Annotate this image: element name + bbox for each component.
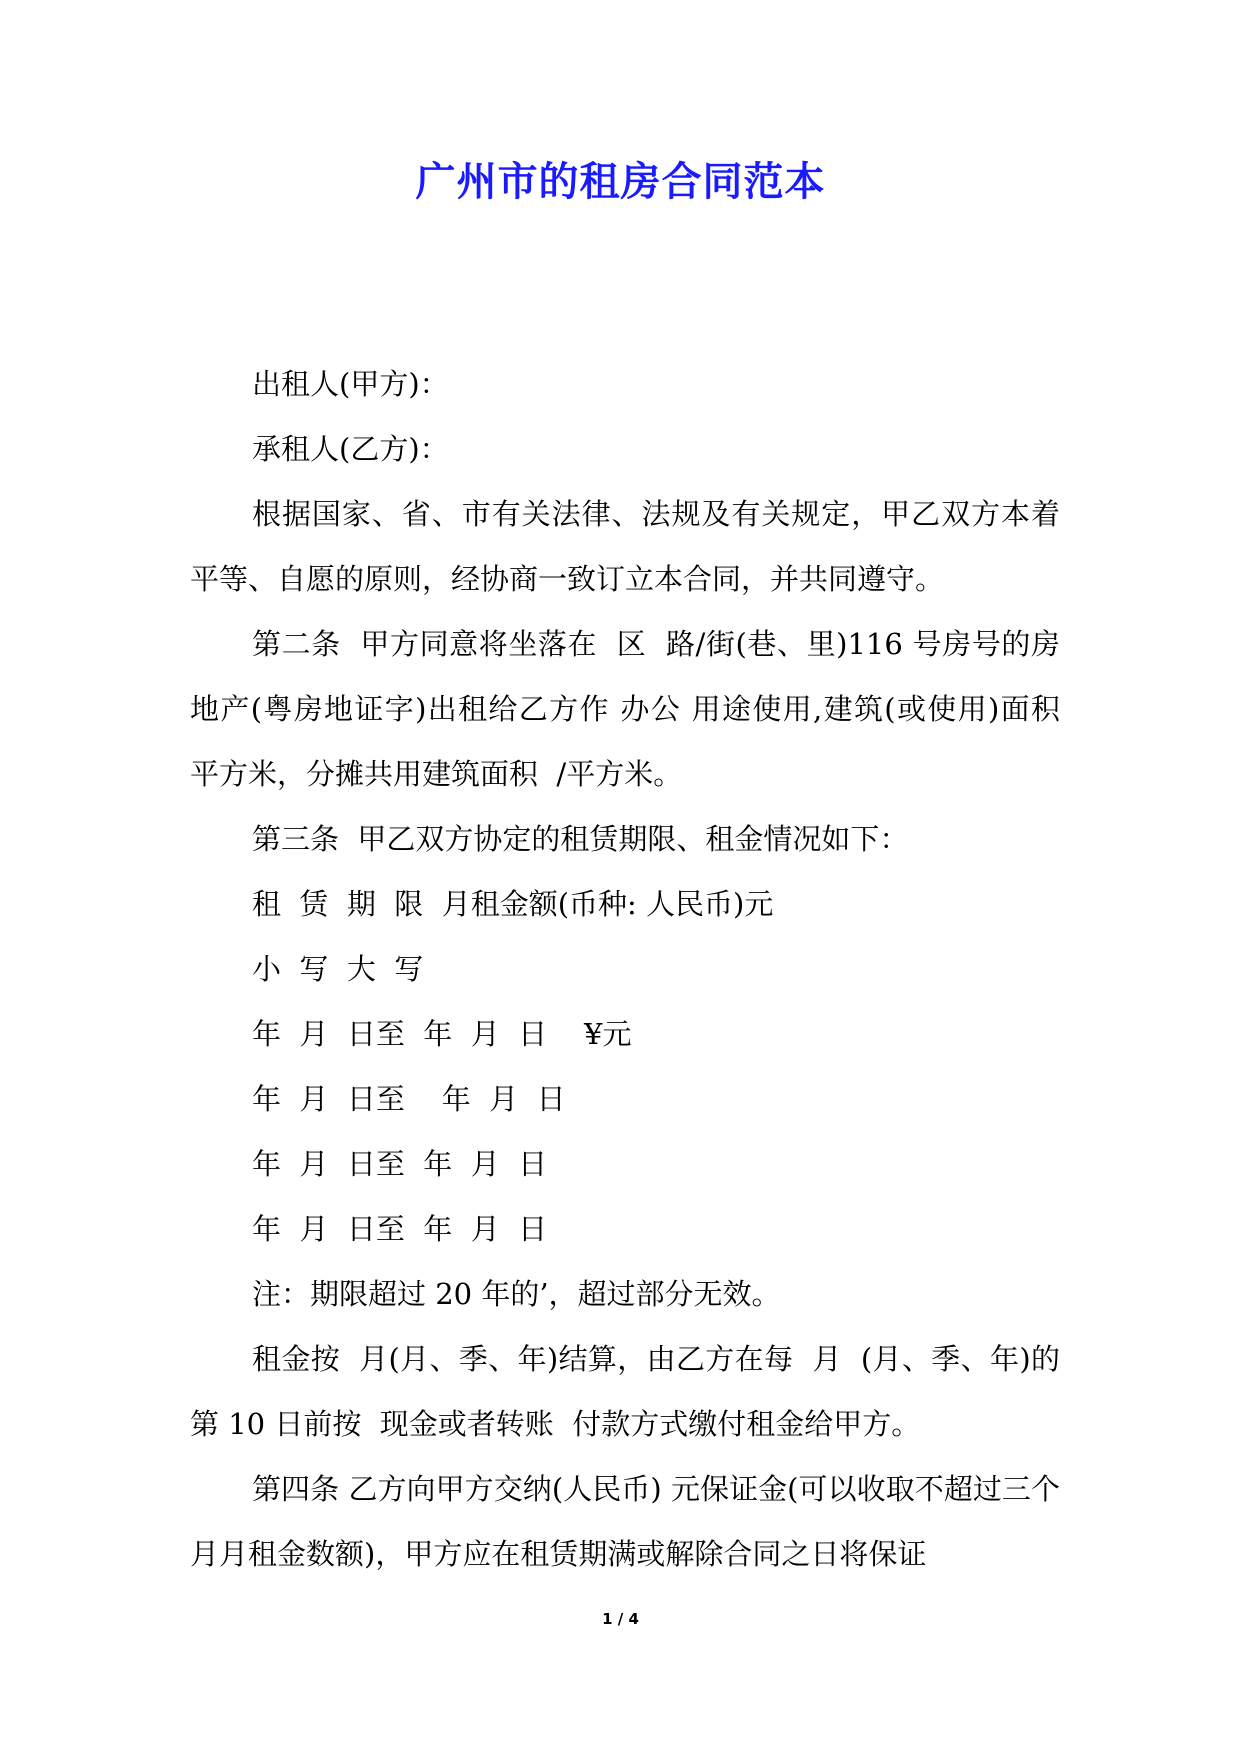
lease-period-row: 年 月 日至 年 月 日	[252, 1082, 566, 1116]
article-four-paragraph: 第四条 乙方向甲方交纳(人民币) 元保证金(可以收取不超过三个月月租金数额)，甲方应在租赁期满或解除合同之日将保证	[190, 1472, 1060, 1571]
lessor-line: 出租人(甲方)：	[252, 367, 449, 401]
article-three-paragraph: 第三条 甲乙双方协定的租赁期限、租金情况如下：	[252, 822, 909, 856]
rent-settlement-paragraph: 租金按 月(月、季、年)结算，由乙方在每 月 (月、季、年)的第 10 日前按 现金或者转账 付款方式缴付租金给甲方。	[190, 1342, 1060, 1441]
article-two-paragraph: 第二条 甲方同意将坐落在 区 路/街(巷、里)116 号房号的房地产(粤房地证字)出租给乙方作 办公 用途使用,建筑(或使用)面积 平方米，分摊共用建筑面积 /平方米。	[190, 627, 1079, 791]
lease-table-subheader: 小 写 大 写	[252, 952, 424, 986]
document-title: 广州市的租房合同范本	[415, 159, 826, 205]
page-number: 1 / 4	[602, 1610, 639, 1628]
lease-table-header: 租 赁 期 限 月租金额(币种: 人民币)元	[252, 887, 774, 921]
lease-period-row: 年 月 日至 年 月 日	[252, 1147, 548, 1181]
lease-period-row: 年 月 日至 年 月 日	[252, 1212, 548, 1246]
note-paragraph: 注：期限超过 20 年的’，超过部分无效。	[252, 1277, 781, 1311]
lessee-line: 承租人(乙方)：	[252, 432, 449, 466]
lease-period-row: 年 月 日至 年 月 日 ¥元	[252, 1017, 632, 1051]
preamble-paragraph: 根据国家、省、市有关法律、法规及有关规定，甲乙双方本着平等、自愿的原则，经协商一致订立本合同，并共同遵守。	[190, 497, 1060, 596]
document-body	[190, 352, 1079, 1587]
